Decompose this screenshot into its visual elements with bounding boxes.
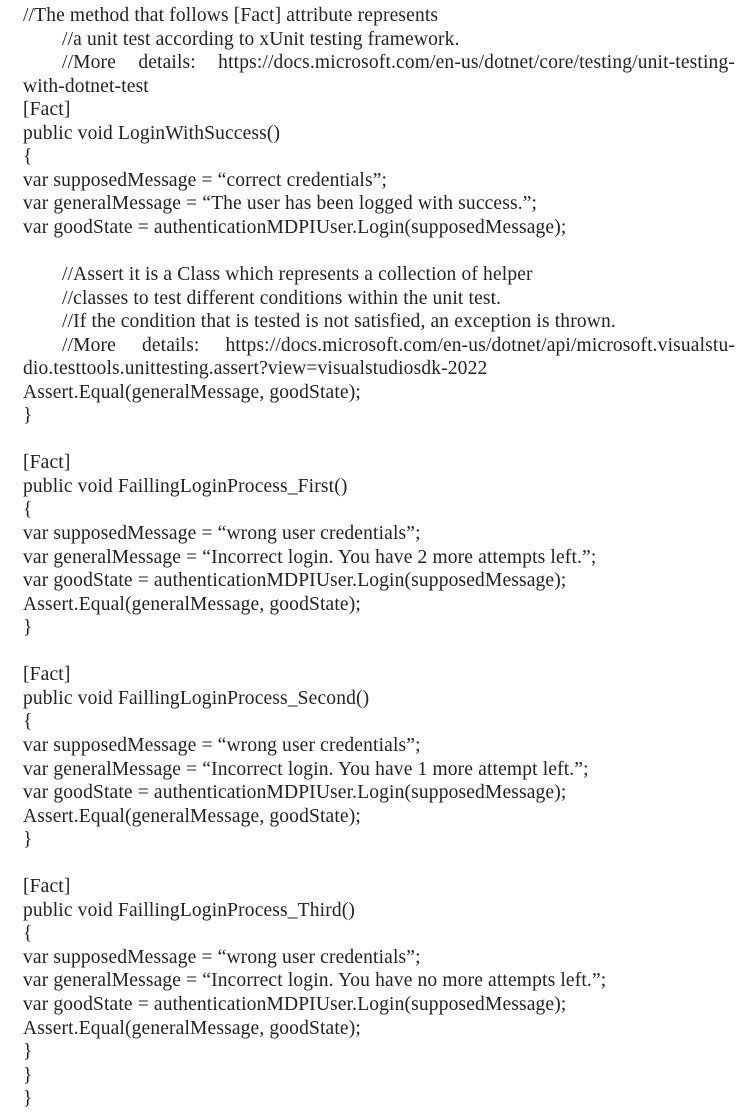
code-statement-line: var generalMessage = “The user has been logged with success.”; xyxy=(23,193,538,215)
brace-line: } xyxy=(23,1041,33,1063)
fact-attribute-line: [Fact] xyxy=(23,876,71,898)
code-comment-line: dio.testtools.unittesting.assert?view=visualstudiosdk-2022 xyxy=(23,358,488,380)
fact-attribute-line: [Fact] xyxy=(23,99,71,121)
fact-attribute-line: [Fact] xyxy=(23,664,71,686)
blank-line xyxy=(23,428,735,452)
brace-line: } xyxy=(23,617,33,639)
code-statement-line: Assert.Equal(generalMessage, goodState); xyxy=(23,593,361,615)
code-statement-line: Assert.Equal(generalMessage, goodState); xyxy=(23,1017,361,1039)
method-signature-line: public void LoginWithSuccess() xyxy=(23,122,281,144)
method-signature-line: public void FaillingLoginProcess_Third() xyxy=(23,899,356,921)
code-comment-line: //a unit test according to xUnit testing framework. xyxy=(62,28,460,50)
code-statement-line: var supposedMessage = “wrong user credentials”; xyxy=(23,734,421,756)
code-statement-line: var supposedMessage = “correct credentials”; xyxy=(23,169,388,191)
brace-line: } xyxy=(23,405,33,427)
code-comment-line: //More details: https://docs.microsoft.com/en-us/dotnet/core/testing/unit-testing- xyxy=(62,52,735,74)
code-comment-line: with-dotnet-test xyxy=(23,75,149,97)
brace-line: { xyxy=(23,146,33,168)
code-comment-line: //More details: https://docs.microsoft.com/en-us/dotnet/api/microsoft.visualstu- xyxy=(62,334,735,356)
code-statement-line: var supposedMessage = “wrong user credentials”; xyxy=(23,946,421,968)
code-statement-line: var goodState = authenticationMDPIUser.Login(supposedMessage); xyxy=(23,216,567,238)
method-signature-line: public void FaillingLoginProcess_Second() xyxy=(23,687,370,709)
blank-line xyxy=(23,640,735,664)
code-comment-line: //classes to test different conditions within the unit test. xyxy=(62,287,502,309)
code-statement-line: var supposedMessage = “wrong user credentials”; xyxy=(23,523,421,545)
method-signature-line: public void FaillingLoginProcess_First() xyxy=(23,475,348,497)
code-listing xyxy=(23,4,735,1111)
brace-line: { xyxy=(23,923,33,945)
code-statement-line: Assert.Equal(generalMessage, goodState); xyxy=(23,805,361,827)
code-comment-line: //The method that follows [Fact] attribute represents xyxy=(23,5,439,26)
code-statement-line: Assert.Equal(generalMessage, goodState); xyxy=(23,381,361,403)
blank-line xyxy=(23,852,735,876)
brace-line: } xyxy=(23,1088,33,1110)
blank-line xyxy=(23,239,735,263)
code-statement-line: var goodState = authenticationMDPIUser.Login(supposedMessage); xyxy=(23,993,567,1015)
code-statement-line: var generalMessage = “Incorrect login. You have 2 more attempts left.”; xyxy=(23,546,597,568)
code-statement-line: var goodState = authenticationMDPIUser.Login(supposedMessage); xyxy=(23,570,567,592)
brace-line: } xyxy=(23,1064,33,1086)
code-comment-line: //If the condition that is tested is not satisfied, an exception is thrown. xyxy=(62,311,616,333)
code-statement-line: var generalMessage = “Incorrect login. You have no more attempts left.”; xyxy=(23,970,607,992)
code-comment-line: //Assert it is a Class which represents a collection of helper xyxy=(62,264,533,286)
brace-line: { xyxy=(23,499,33,521)
brace-line: { xyxy=(23,711,33,733)
fact-attribute-line: [Fact] xyxy=(23,452,71,474)
code-statement-line: var goodState = authenticationMDPIUser.Login(supposedMessage); xyxy=(23,782,567,804)
code-statement-line: var generalMessage = “Incorrect login. You have 1 more attempt left.”; xyxy=(23,758,589,780)
brace-line: } xyxy=(23,829,33,851)
